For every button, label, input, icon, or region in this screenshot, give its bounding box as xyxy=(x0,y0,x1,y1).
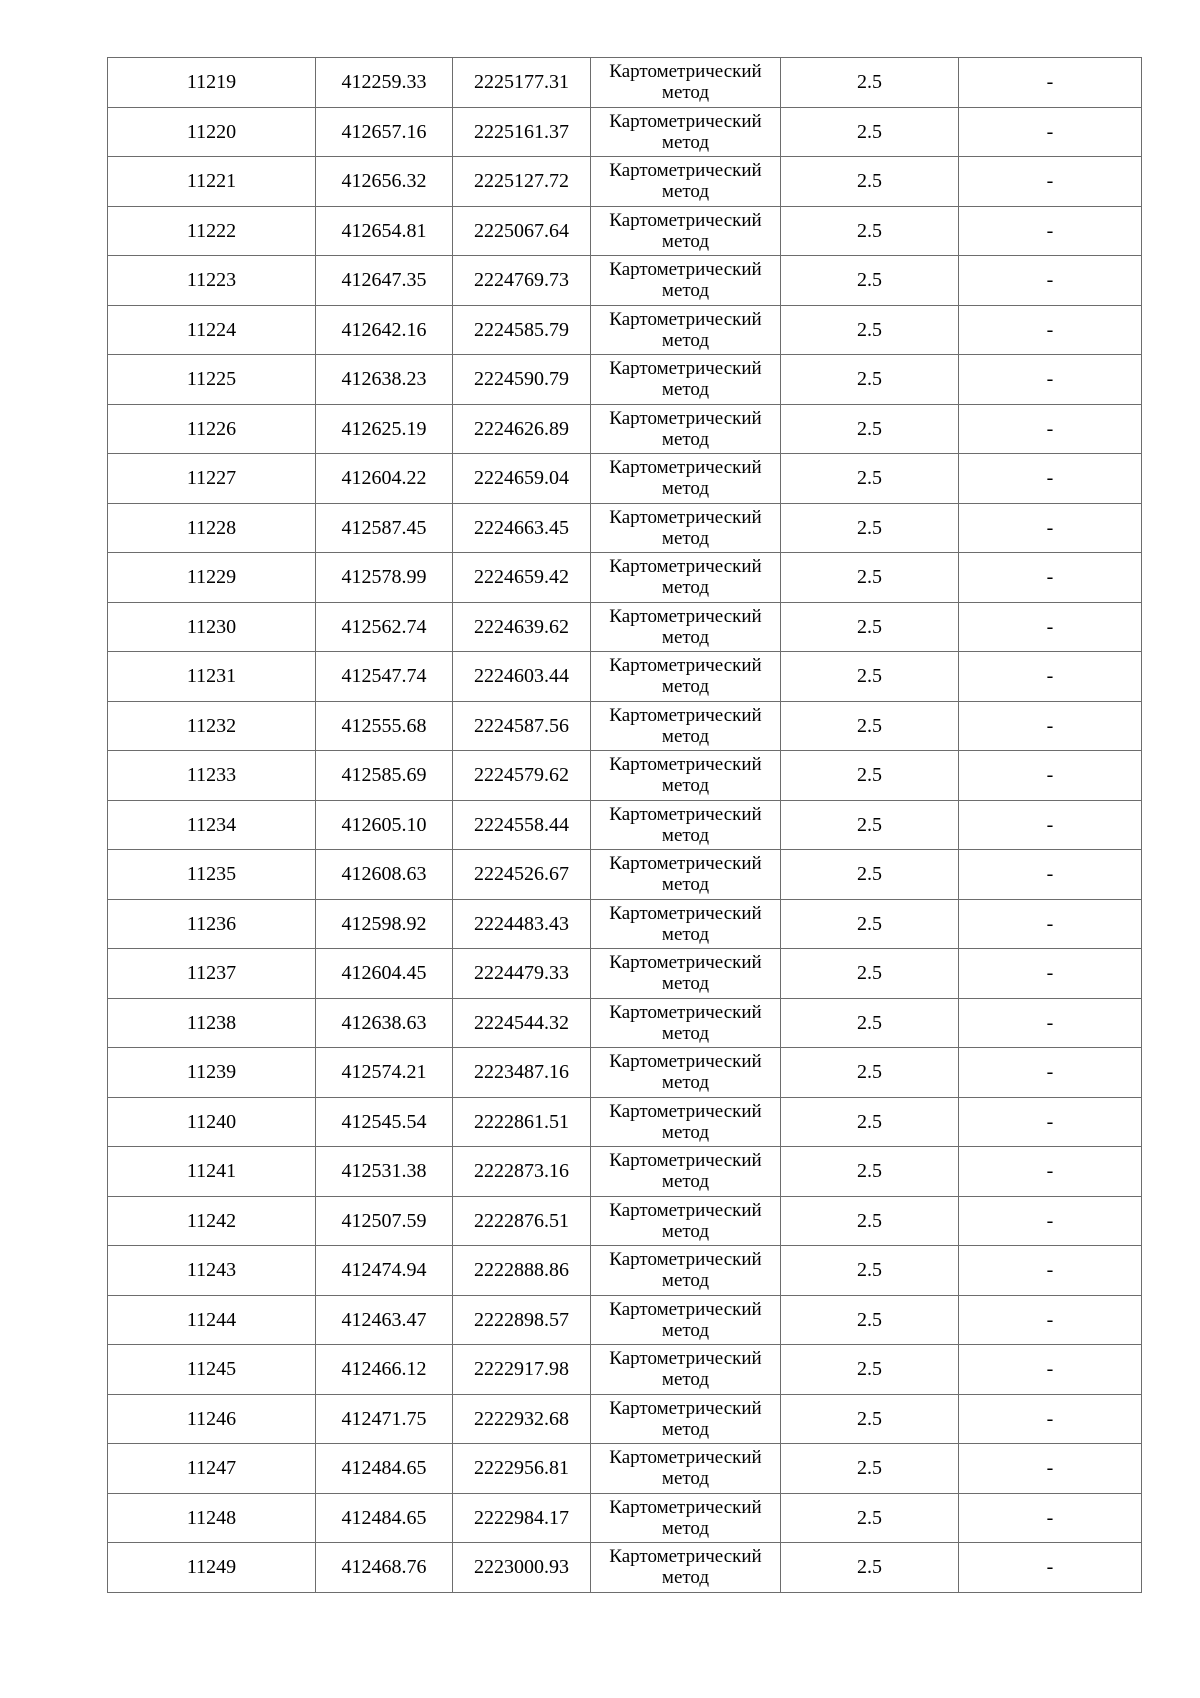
point-number-cell: 11232 xyxy=(108,701,316,751)
x-coordinate-cell: 412605.10 xyxy=(316,800,453,850)
point-number-cell: 11242 xyxy=(108,1196,316,1246)
method-cell: Картометрический метод xyxy=(591,701,781,751)
note-cell: - xyxy=(959,1345,1142,1395)
point-number-cell: 11226 xyxy=(108,404,316,454)
method-cell: Картометрический метод xyxy=(591,256,781,306)
x-coordinate-cell: 412471.75 xyxy=(316,1394,453,1444)
x-coordinate-cell: 412474.94 xyxy=(316,1246,453,1296)
y-coordinate-cell: 2223487.16 xyxy=(453,1048,591,1098)
method-cell: Картометрический метод xyxy=(591,305,781,355)
accuracy-cell: 2.5 xyxy=(781,1543,959,1593)
point-number-cell: 11233 xyxy=(108,751,316,801)
accuracy-cell: 2.5 xyxy=(781,1246,959,1296)
x-coordinate-cell: 412604.22 xyxy=(316,454,453,504)
table-row xyxy=(108,998,1142,1048)
note-cell: - xyxy=(959,949,1142,999)
table-row xyxy=(108,206,1142,256)
note-cell: - xyxy=(959,503,1142,553)
y-coordinate-cell: 2223000.93 xyxy=(453,1543,591,1593)
table-row xyxy=(108,157,1142,207)
table-row xyxy=(108,256,1142,306)
point-number-cell: 11219 xyxy=(108,58,316,108)
table-row xyxy=(108,404,1142,454)
x-coordinate-cell: 412604.45 xyxy=(316,949,453,999)
table-row xyxy=(108,602,1142,652)
accuracy-cell: 2.5 xyxy=(781,157,959,207)
table-row xyxy=(108,1097,1142,1147)
accuracy-cell: 2.5 xyxy=(781,503,959,553)
method-cell: Картометрический метод xyxy=(591,1147,781,1197)
method-cell: Картометрический метод xyxy=(591,206,781,256)
method-cell: Картометрический метод xyxy=(591,503,781,553)
x-coordinate-cell: 412545.54 xyxy=(316,1097,453,1147)
method-cell: Картометрический метод xyxy=(591,1493,781,1543)
method-cell: Картометрический метод xyxy=(591,1444,781,1494)
x-coordinate-cell: 412466.12 xyxy=(316,1345,453,1395)
note-cell: - xyxy=(959,256,1142,306)
method-cell: Картометрический метод xyxy=(591,58,781,108)
method-cell: Картометрический метод xyxy=(591,949,781,999)
accuracy-cell: 2.5 xyxy=(781,800,959,850)
y-coordinate-cell: 2222888.86 xyxy=(453,1246,591,1296)
note-cell: - xyxy=(959,1196,1142,1246)
note-cell: - xyxy=(959,157,1142,207)
method-cell: Картометрический метод xyxy=(591,107,781,157)
note-cell: - xyxy=(959,1493,1142,1543)
method-cell: Картометрический метод xyxy=(591,157,781,207)
x-coordinate-cell: 412463.47 xyxy=(316,1295,453,1345)
point-number-cell: 11234 xyxy=(108,800,316,850)
method-cell: Картометрический метод xyxy=(591,454,781,504)
point-number-cell: 11224 xyxy=(108,305,316,355)
method-cell: Картометрический метод xyxy=(591,1543,781,1593)
method-cell: Картометрический метод xyxy=(591,355,781,405)
point-number-cell: 11239 xyxy=(108,1048,316,1098)
y-coordinate-cell: 2224483.43 xyxy=(453,899,591,949)
y-coordinate-cell: 2224587.56 xyxy=(453,701,591,751)
table-body xyxy=(108,58,1142,1593)
point-number-cell: 11231 xyxy=(108,652,316,702)
accuracy-cell: 2.5 xyxy=(781,107,959,157)
coordinates-table-container xyxy=(107,57,1141,1593)
table-row xyxy=(108,652,1142,702)
x-coordinate-cell: 412598.92 xyxy=(316,899,453,949)
x-coordinate-cell: 412608.63 xyxy=(316,850,453,900)
x-coordinate-cell: 412638.23 xyxy=(316,355,453,405)
point-number-cell: 11220 xyxy=(108,107,316,157)
point-number-cell: 11223 xyxy=(108,256,316,306)
table-row xyxy=(108,701,1142,751)
point-number-cell: 11236 xyxy=(108,899,316,949)
y-coordinate-cell: 2224603.44 xyxy=(453,652,591,702)
note-cell: - xyxy=(959,602,1142,652)
note-cell: - xyxy=(959,454,1142,504)
accuracy-cell: 2.5 xyxy=(781,1147,959,1197)
x-coordinate-cell: 412259.33 xyxy=(316,58,453,108)
y-coordinate-cell: 2225067.64 xyxy=(453,206,591,256)
x-coordinate-cell: 412531.38 xyxy=(316,1147,453,1197)
y-coordinate-cell: 2224526.67 xyxy=(453,850,591,900)
note-cell: - xyxy=(959,305,1142,355)
point-number-cell: 11221 xyxy=(108,157,316,207)
table-row xyxy=(108,107,1142,157)
accuracy-cell: 2.5 xyxy=(781,206,959,256)
y-coordinate-cell: 2222917.98 xyxy=(453,1345,591,1395)
note-cell: - xyxy=(959,751,1142,801)
method-cell: Картометрический метод xyxy=(591,404,781,454)
y-coordinate-cell: 2224585.79 xyxy=(453,305,591,355)
x-coordinate-cell: 412587.45 xyxy=(316,503,453,553)
x-coordinate-cell: 412547.74 xyxy=(316,652,453,702)
x-coordinate-cell: 412625.19 xyxy=(316,404,453,454)
y-coordinate-cell: 2224659.42 xyxy=(453,553,591,603)
x-coordinate-cell: 412574.21 xyxy=(316,1048,453,1098)
accuracy-cell: 2.5 xyxy=(781,1493,959,1543)
method-cell: Картометрический метод xyxy=(591,850,781,900)
method-cell: Картометрический метод xyxy=(591,602,781,652)
note-cell: - xyxy=(959,1246,1142,1296)
table-row xyxy=(108,454,1142,504)
note-cell: - xyxy=(959,998,1142,1048)
method-cell: Картометрический метод xyxy=(591,998,781,1048)
table-row xyxy=(108,1444,1142,1494)
accuracy-cell: 2.5 xyxy=(781,751,959,801)
table-row xyxy=(108,1246,1142,1296)
table-row xyxy=(108,899,1142,949)
point-number-cell: 11246 xyxy=(108,1394,316,1444)
y-coordinate-cell: 2224626.89 xyxy=(453,404,591,454)
accuracy-cell: 2.5 xyxy=(781,602,959,652)
method-cell: Картометрический метод xyxy=(591,1394,781,1444)
x-coordinate-cell: 412484.65 xyxy=(316,1444,453,1494)
y-coordinate-cell: 2224659.04 xyxy=(453,454,591,504)
point-number-cell: 11243 xyxy=(108,1246,316,1296)
accuracy-cell: 2.5 xyxy=(781,949,959,999)
y-coordinate-cell: 2225161.37 xyxy=(453,107,591,157)
y-coordinate-cell: 2224479.33 xyxy=(453,949,591,999)
accuracy-cell: 2.5 xyxy=(781,899,959,949)
x-coordinate-cell: 412578.99 xyxy=(316,553,453,603)
y-coordinate-cell: 2222861.51 xyxy=(453,1097,591,1147)
x-coordinate-cell: 412468.76 xyxy=(316,1543,453,1593)
x-coordinate-cell: 412638.63 xyxy=(316,998,453,1048)
accuracy-cell: 2.5 xyxy=(781,1048,959,1098)
table-row xyxy=(108,1295,1142,1345)
point-number-cell: 11229 xyxy=(108,553,316,603)
note-cell: - xyxy=(959,1048,1142,1098)
y-coordinate-cell: 2224558.44 xyxy=(453,800,591,850)
point-number-cell: 11238 xyxy=(108,998,316,1048)
y-coordinate-cell: 2224579.62 xyxy=(453,751,591,801)
table-row xyxy=(108,58,1142,108)
table-row xyxy=(108,1394,1142,1444)
note-cell: - xyxy=(959,107,1142,157)
accuracy-cell: 2.5 xyxy=(781,404,959,454)
method-cell: Картометрический метод xyxy=(591,553,781,603)
note-cell: - xyxy=(959,1147,1142,1197)
note-cell: - xyxy=(959,1444,1142,1494)
method-cell: Картометрический метод xyxy=(591,1295,781,1345)
point-number-cell: 11247 xyxy=(108,1444,316,1494)
point-number-cell: 11230 xyxy=(108,602,316,652)
note-cell: - xyxy=(959,553,1142,603)
accuracy-cell: 2.5 xyxy=(781,305,959,355)
table-row xyxy=(108,1543,1142,1593)
accuracy-cell: 2.5 xyxy=(781,553,959,603)
y-coordinate-cell: 2224663.45 xyxy=(453,503,591,553)
note-cell: - xyxy=(959,1543,1142,1593)
table-row xyxy=(108,305,1142,355)
method-cell: Картометрический метод xyxy=(591,800,781,850)
accuracy-cell: 2.5 xyxy=(781,1394,959,1444)
accuracy-cell: 2.5 xyxy=(781,998,959,1048)
accuracy-cell: 2.5 xyxy=(781,1097,959,1147)
method-cell: Картометрический метод xyxy=(591,1048,781,1098)
y-coordinate-cell: 2222876.51 xyxy=(453,1196,591,1246)
note-cell: - xyxy=(959,800,1142,850)
method-cell: Картометрический метод xyxy=(591,1345,781,1395)
point-number-cell: 11249 xyxy=(108,1543,316,1593)
x-coordinate-cell: 412585.69 xyxy=(316,751,453,801)
note-cell: - xyxy=(959,206,1142,256)
y-coordinate-cell: 2224639.62 xyxy=(453,602,591,652)
note-cell: - xyxy=(959,899,1142,949)
accuracy-cell: 2.5 xyxy=(781,701,959,751)
x-coordinate-cell: 412647.35 xyxy=(316,256,453,306)
table-row xyxy=(108,800,1142,850)
x-coordinate-cell: 412657.16 xyxy=(316,107,453,157)
point-number-cell: 11244 xyxy=(108,1295,316,1345)
table-row xyxy=(108,949,1142,999)
x-coordinate-cell: 412555.68 xyxy=(316,701,453,751)
note-cell: - xyxy=(959,404,1142,454)
y-coordinate-cell: 2222932.68 xyxy=(453,1394,591,1444)
x-coordinate-cell: 412507.59 xyxy=(316,1196,453,1246)
note-cell: - xyxy=(959,355,1142,405)
accuracy-cell: 2.5 xyxy=(781,1345,959,1395)
method-cell: Картометрический метод xyxy=(591,751,781,801)
table-row xyxy=(108,1048,1142,1098)
point-number-cell: 11235 xyxy=(108,850,316,900)
note-cell: - xyxy=(959,1295,1142,1345)
point-number-cell: 11222 xyxy=(108,206,316,256)
y-coordinate-cell: 2224544.32 xyxy=(453,998,591,1048)
table-row xyxy=(108,553,1142,603)
y-coordinate-cell: 2222898.57 xyxy=(453,1295,591,1345)
point-number-cell: 11225 xyxy=(108,355,316,405)
note-cell: - xyxy=(959,652,1142,702)
accuracy-cell: 2.5 xyxy=(781,256,959,306)
x-coordinate-cell: 412656.32 xyxy=(316,157,453,207)
y-coordinate-cell: 2225127.72 xyxy=(453,157,591,207)
x-coordinate-cell: 412642.16 xyxy=(316,305,453,355)
note-cell: - xyxy=(959,850,1142,900)
x-coordinate-cell: 412484.65 xyxy=(316,1493,453,1543)
y-coordinate-cell: 2225177.31 xyxy=(453,58,591,108)
accuracy-cell: 2.5 xyxy=(781,1196,959,1246)
point-number-cell: 11248 xyxy=(108,1493,316,1543)
accuracy-cell: 2.5 xyxy=(781,652,959,702)
y-coordinate-cell: 2222873.16 xyxy=(453,1147,591,1197)
y-coordinate-cell: 2224590.79 xyxy=(453,355,591,405)
point-number-cell: 11245 xyxy=(108,1345,316,1395)
accuracy-cell: 2.5 xyxy=(781,1295,959,1345)
coordinates-table xyxy=(107,57,1142,1593)
note-cell: - xyxy=(959,1394,1142,1444)
x-coordinate-cell: 412562.74 xyxy=(316,602,453,652)
y-coordinate-cell: 2224769.73 xyxy=(453,256,591,306)
table-row xyxy=(108,503,1142,553)
y-coordinate-cell: 2222956.81 xyxy=(453,1444,591,1494)
table-row xyxy=(108,1196,1142,1246)
note-cell: - xyxy=(959,58,1142,108)
table-row xyxy=(108,1493,1142,1543)
point-number-cell: 11240 xyxy=(108,1097,316,1147)
table-row xyxy=(108,355,1142,405)
accuracy-cell: 2.5 xyxy=(781,454,959,504)
point-number-cell: 11237 xyxy=(108,949,316,999)
method-cell: Картометрический метод xyxy=(591,1246,781,1296)
point-number-cell: 11228 xyxy=(108,503,316,553)
method-cell: Картометрический метод xyxy=(591,1196,781,1246)
note-cell: - xyxy=(959,1097,1142,1147)
method-cell: Картометрический метод xyxy=(591,652,781,702)
accuracy-cell: 2.5 xyxy=(781,355,959,405)
method-cell: Картометрический метод xyxy=(591,1097,781,1147)
table-row xyxy=(108,1345,1142,1395)
table-row xyxy=(108,751,1142,801)
accuracy-cell: 2.5 xyxy=(781,1444,959,1494)
x-coordinate-cell: 412654.81 xyxy=(316,206,453,256)
y-coordinate-cell: 2222984.17 xyxy=(453,1493,591,1543)
table-row xyxy=(108,1147,1142,1197)
accuracy-cell: 2.5 xyxy=(781,58,959,108)
table-row xyxy=(108,850,1142,900)
point-number-cell: 11227 xyxy=(108,454,316,504)
point-number-cell: 11241 xyxy=(108,1147,316,1197)
accuracy-cell: 2.5 xyxy=(781,850,959,900)
note-cell: - xyxy=(959,701,1142,751)
method-cell: Картометрический метод xyxy=(591,899,781,949)
